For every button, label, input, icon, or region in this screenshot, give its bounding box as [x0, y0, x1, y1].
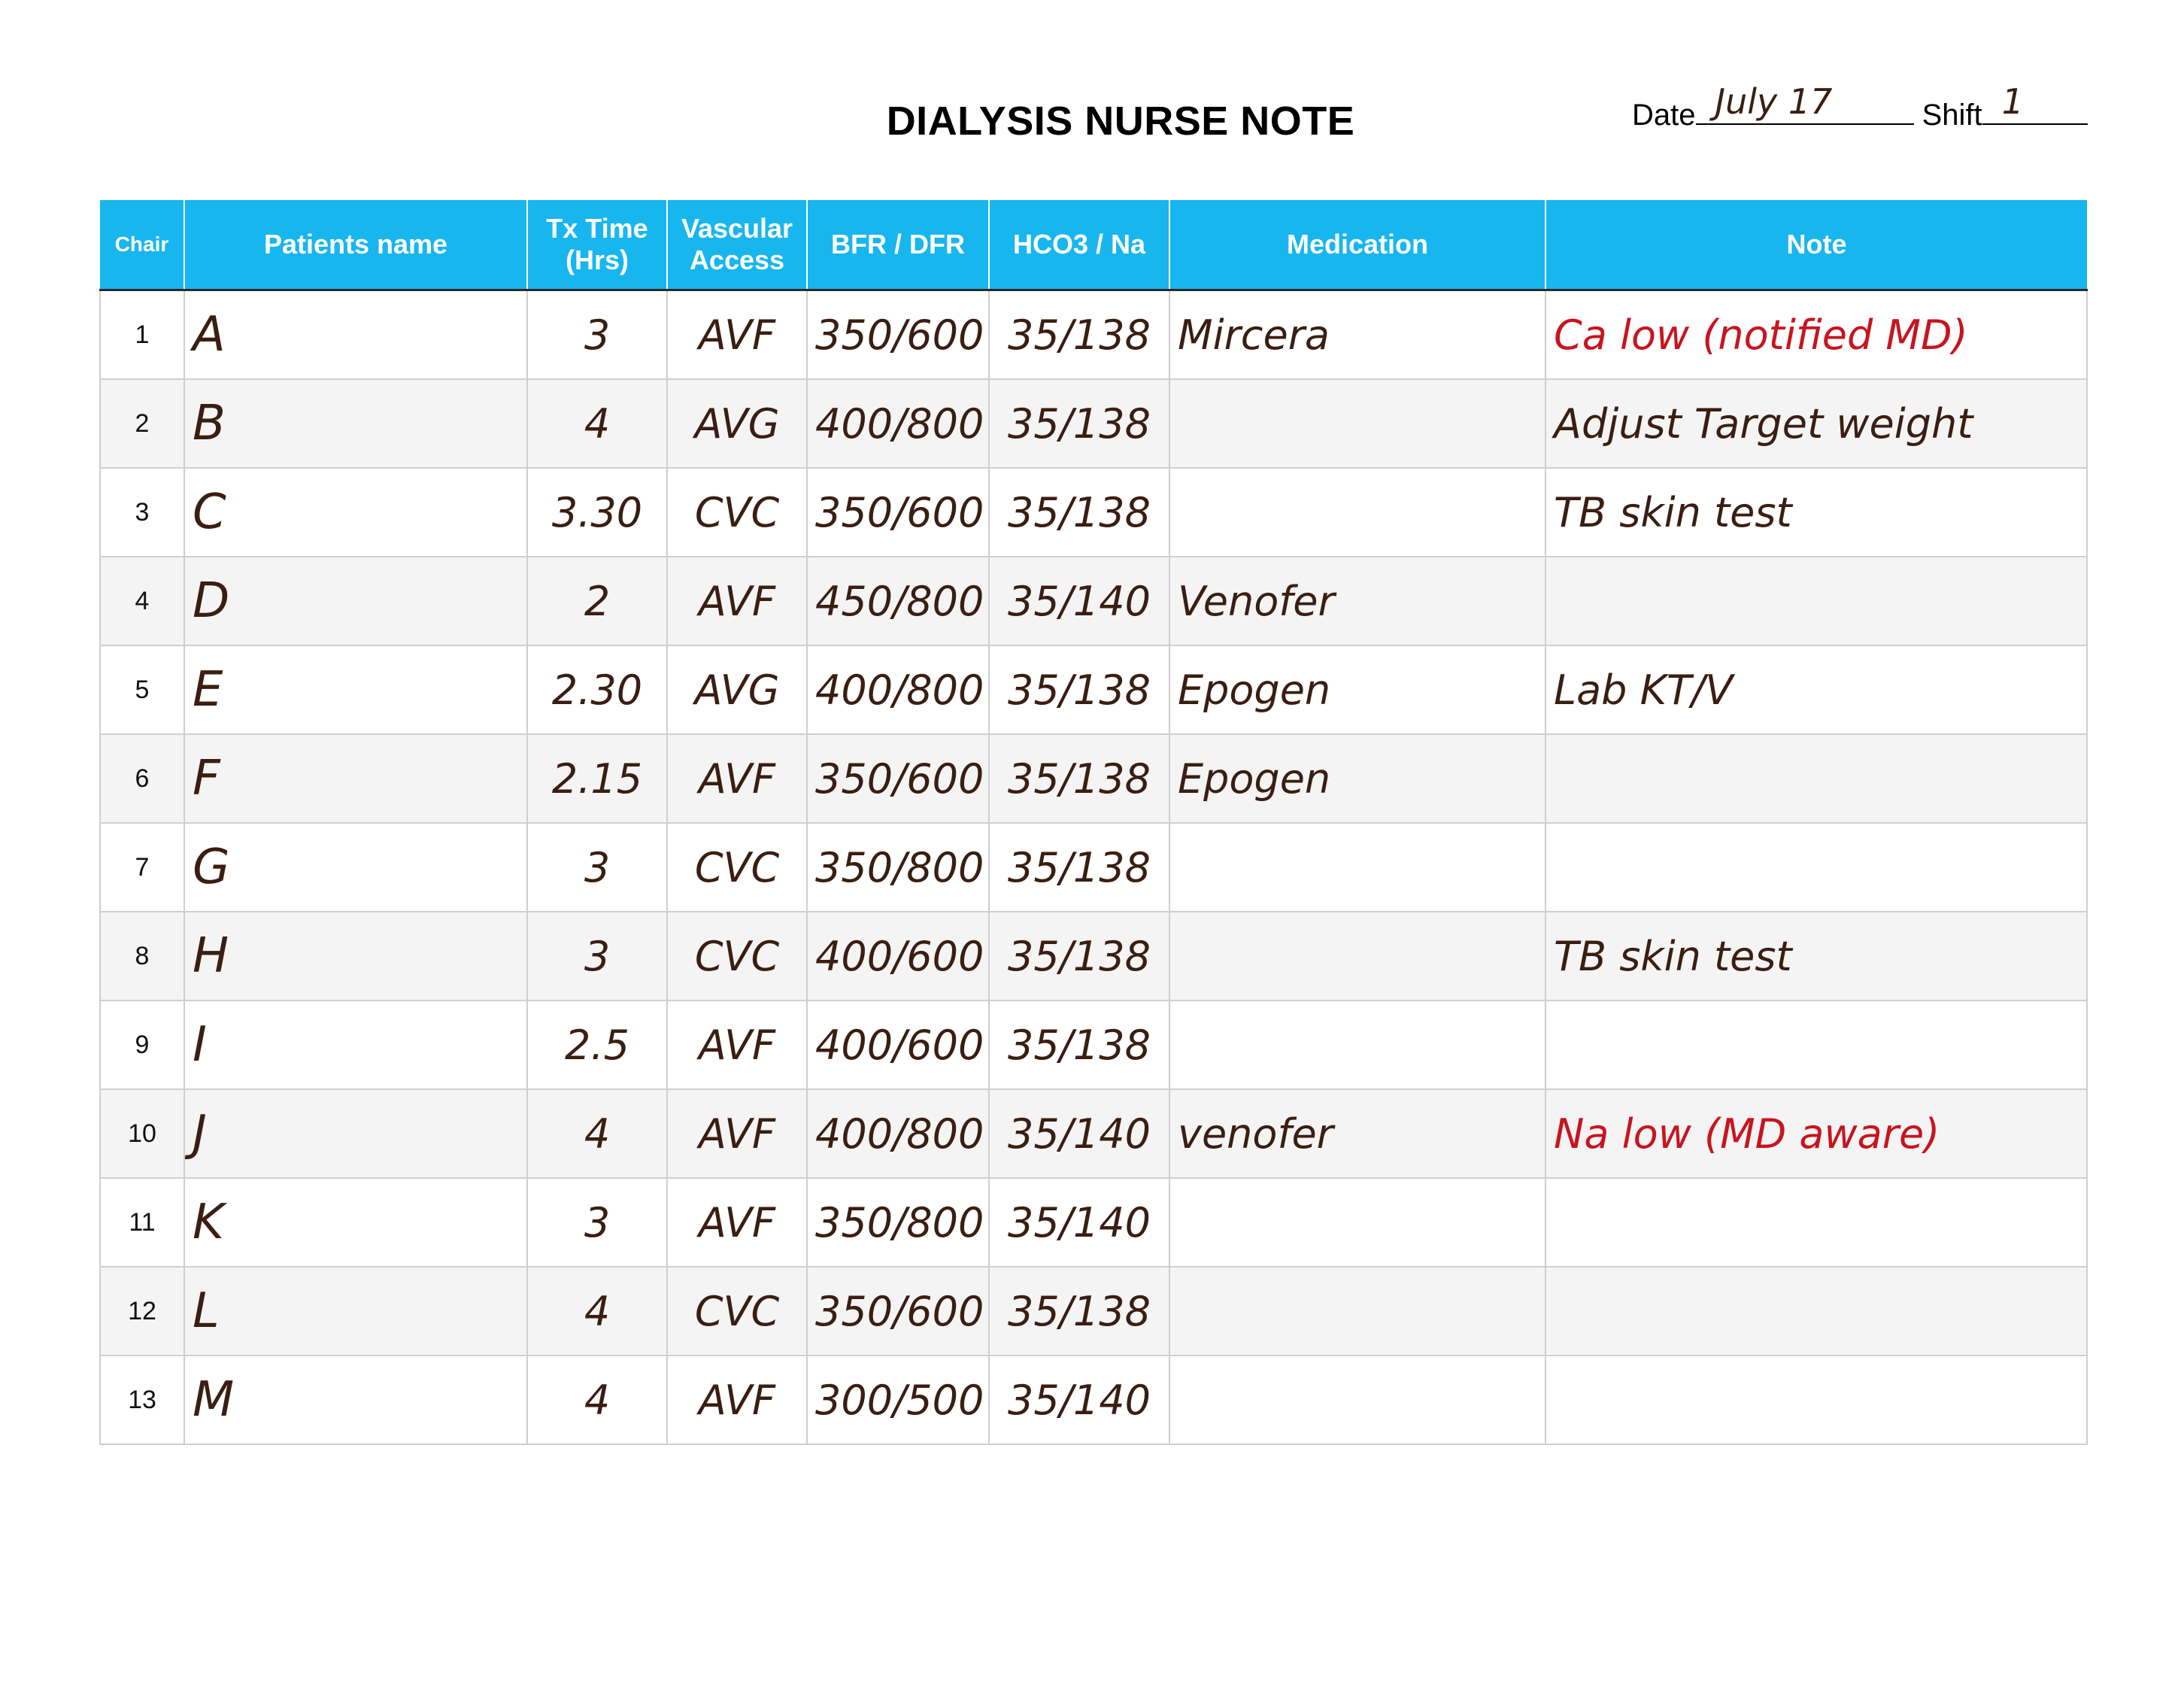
chair-cell[interactable]: 7	[100, 823, 184, 912]
chair-cell[interactable]: 2	[100, 379, 184, 468]
patient-name-cell[interactable]	[184, 1089, 527, 1178]
medication-value: Venofer	[1178, 577, 1335, 625]
col-header-medication: Medication	[1169, 200, 1545, 290]
medication-value: Mircera	[1178, 311, 1330, 359]
tx-time-cell[interactable]	[527, 1356, 667, 1444]
table-row	[100, 645, 2087, 734]
bfr-dfr-value: 400/800	[815, 399, 984, 448]
note-value: Na low (MD aware)	[1554, 1110, 1940, 1158]
chair-cell[interactable]: 5	[100, 645, 184, 734]
hco3-na-value: 35/140	[1008, 1376, 1151, 1424]
vascular-access-cell[interactable]	[667, 912, 807, 1000]
tx-time-value: 2.15	[551, 754, 643, 803]
note-value: TB skin test	[1554, 932, 1792, 980]
date-value: July 17	[1715, 81, 1833, 122]
tx-time-value: 2	[584, 577, 611, 625]
tx-time-cell[interactable]	[527, 1178, 667, 1267]
vascular-access-cell[interactable]	[667, 823, 807, 912]
bfr-dfr-cell[interactable]	[807, 734, 989, 823]
bfr-dfr-value: 350/600	[815, 754, 984, 803]
vascular-access-value: CVC	[694, 932, 780, 980]
chair-cell[interactable]: 9	[100, 1000, 184, 1089]
hco3-na-cell[interactable]	[989, 290, 1169, 380]
hco3-na-value: 35/140	[1008, 577, 1151, 625]
bfr-dfr-cell[interactable]	[807, 1356, 989, 1444]
medication-cell[interactable]	[1169, 734, 1545, 823]
hco3-na-value: 35/138	[1008, 754, 1151, 803]
bfr-dfr-value: 350/600	[815, 311, 984, 359]
medication-cell[interactable]	[1169, 1089, 1545, 1178]
vascular-access-cell[interactable]	[667, 1267, 807, 1356]
col-header-bfr-dfr: BFR / DFR	[807, 200, 989, 290]
patient-name-cell[interactable]	[184, 379, 527, 468]
tx-time-cell[interactable]	[527, 1000, 667, 1089]
chair-cell[interactable]: 12	[100, 1267, 184, 1356]
bfr-dfr-cell[interactable]	[807, 1178, 989, 1267]
dialysis-table	[99, 200, 2088, 1445]
patient-name-value: E	[193, 662, 223, 718]
hco3-na-cell[interactable]	[989, 1178, 1169, 1267]
patient-name-cell[interactable]	[184, 912, 527, 1000]
hco3-na-cell[interactable]	[989, 734, 1169, 823]
medication-cell[interactable]	[1169, 1178, 1545, 1267]
patient-name-cell[interactable]	[184, 557, 527, 645]
hco3-na-value: 35/138	[1008, 932, 1151, 980]
medication-value: venofer	[1178, 1110, 1333, 1158]
patient-name-value: D	[193, 573, 230, 629]
table-row	[100, 912, 2087, 1000]
chair-cell[interactable]: 4	[100, 557, 184, 645]
tx-time-cell[interactable]	[527, 290, 667, 380]
table-row	[100, 557, 2087, 645]
vascular-access-cell[interactable]	[667, 468, 807, 557]
vascular-access-value: AVG	[694, 666, 780, 714]
hco3-na-cell[interactable]	[989, 1356, 1169, 1444]
medication-cell[interactable]	[1169, 645, 1545, 734]
hco3-na-value: 35/138	[1008, 399, 1151, 448]
hco3-na-value: 35/140	[1008, 1198, 1151, 1246]
table-body	[100, 290, 2087, 1445]
tx-time-value: 3.30	[551, 488, 643, 536]
bfr-dfr-cell[interactable]	[807, 468, 989, 557]
tx-time-cell[interactable]	[527, 1267, 667, 1356]
bfr-dfr-cell[interactable]	[807, 912, 989, 1000]
vascular-access-value: AVF	[698, 311, 776, 359]
bfr-dfr-value: 450/800	[815, 577, 984, 625]
col-header-hco3-na: HCO3 / Na	[989, 200, 1169, 290]
patient-name-value: G	[193, 839, 230, 895]
tx-time-value: 3	[584, 311, 611, 359]
bfr-dfr-value: 400/800	[815, 666, 984, 714]
note-cell[interactable]	[1545, 1356, 2087, 1444]
hco3-na-value: 35/138	[1008, 843, 1151, 891]
patient-name-cell[interactable]	[184, 645, 527, 734]
note-cell[interactable]	[1545, 645, 2087, 734]
tx-time-cell[interactable]	[527, 468, 667, 557]
note-cell[interactable]	[1545, 823, 2087, 912]
patient-name-value: H	[193, 928, 229, 984]
shift-value: 1	[2001, 81, 2024, 122]
vascular-access-value: AVF	[698, 1376, 776, 1424]
hco3-na-value: 35/138	[1008, 666, 1151, 714]
vascular-access-cell[interactable]	[667, 1000, 807, 1089]
vascular-access-value: CVC	[694, 843, 780, 891]
medication-cell[interactable]	[1169, 379, 1545, 468]
patient-name-value: C	[193, 484, 226, 540]
vascular-access-cell[interactable]	[667, 557, 807, 645]
vascular-access-cell[interactable]	[667, 379, 807, 468]
vascular-access-cell[interactable]	[667, 734, 807, 823]
medication-cell[interactable]	[1169, 1356, 1545, 1444]
note-cell[interactable]	[1545, 557, 2087, 645]
table-row	[100, 734, 2087, 823]
chair-cell[interactable]: 10	[100, 1089, 184, 1178]
patient-name-value: K	[193, 1195, 224, 1250]
vascular-access-cell[interactable]	[667, 290, 807, 380]
medication-value: Epogen	[1178, 666, 1331, 714]
bfr-dfr-value: 300/500	[815, 1376, 984, 1424]
note-cell[interactable]	[1545, 734, 2087, 823]
patient-name-value: L	[193, 1283, 220, 1339]
tx-time-value: 4	[584, 1287, 611, 1335]
bfr-dfr-cell[interactable]	[807, 1267, 989, 1356]
hco3-na-value: 35/138	[1008, 1021, 1151, 1069]
hco3-na-cell[interactable]	[989, 912, 1169, 1000]
note-cell[interactable]	[1545, 290, 2087, 380]
tx-time-value: 3	[584, 932, 611, 980]
medication-cell[interactable]	[1169, 557, 1545, 645]
chair-cell[interactable]: 3	[100, 468, 184, 557]
note-cell[interactable]	[1545, 1089, 2087, 1178]
vascular-access-value: AVF	[698, 1110, 776, 1158]
page-title: DIALYSIS NURSE NOTE	[886, 99, 1355, 144]
table-row	[100, 468, 2087, 557]
tx-time-cell[interactable]	[527, 823, 667, 912]
tx-time-cell[interactable]	[527, 645, 667, 734]
table-row	[100, 1089, 2087, 1178]
vascular-access-value: AVF	[698, 577, 776, 625]
patient-name-cell[interactable]	[184, 1000, 527, 1089]
hco3-na-value: 35/138	[1008, 488, 1151, 536]
chair-cell[interactable]: 6	[100, 734, 184, 823]
patient-name-value: A	[193, 307, 226, 363]
hco3-na-cell[interactable]	[989, 645, 1169, 734]
table-header-row	[100, 200, 2087, 290]
hco3-na-value: 35/140	[1008, 1110, 1151, 1158]
bfr-dfr-value: 400/600	[815, 1021, 984, 1069]
date-label: Date	[1632, 99, 1696, 132]
table-row	[100, 1178, 2087, 1267]
vascular-access-cell[interactable]	[667, 645, 807, 734]
medication-value: Epogen	[1178, 754, 1331, 803]
note-cell[interactable]	[1545, 1000, 2087, 1089]
note-cell[interactable]	[1545, 379, 2087, 468]
bfr-dfr-cell[interactable]	[807, 1089, 989, 1178]
patient-name-value: B	[193, 396, 226, 451]
tx-time-value: 2.5	[565, 1021, 629, 1069]
hco3-na-cell[interactable]	[989, 1000, 1169, 1089]
tx-time-cell[interactable]	[527, 1089, 667, 1178]
note-value: Ca low (notified MD)	[1554, 311, 1968, 359]
tx-time-value: 4	[584, 1110, 611, 1158]
note-value: Adjust Target weight	[1554, 399, 1973, 448]
date-field[interactable]	[1696, 81, 1914, 125]
patient-name-value: F	[193, 751, 220, 806]
bfr-dfr-cell[interactable]	[807, 290, 989, 380]
vascular-access-value: AVF	[698, 754, 776, 803]
bfr-dfr-cell[interactable]	[807, 379, 989, 468]
bfr-dfr-value: 400/600	[815, 932, 984, 980]
patient-name-value: I	[193, 1017, 207, 1073]
col-header-note: Note	[1545, 200, 2087, 290]
tx-time-cell[interactable]	[527, 557, 667, 645]
vascular-access-cell[interactable]	[667, 1178, 807, 1267]
col-header-chair: Chair	[100, 200, 184, 290]
tx-time-cell[interactable]	[527, 734, 667, 823]
hco3-na-cell[interactable]	[989, 557, 1169, 645]
vascular-access-value: CVC	[694, 1287, 780, 1335]
vascular-access-value: AVF	[698, 1021, 776, 1069]
tx-time-value: 4	[584, 1376, 611, 1424]
tx-time-cell[interactable]	[527, 379, 667, 468]
col-header-tx-time: Tx Time (Hrs)	[527, 200, 667, 290]
medication-cell[interactable]	[1169, 1000, 1545, 1089]
table-row	[100, 1356, 2087, 1444]
note-value: TB skin test	[1554, 488, 1792, 536]
note-value: Lab KT/V	[1554, 666, 1734, 714]
patient-name-cell[interactable]	[184, 468, 527, 557]
hco3-na-cell[interactable]	[989, 1089, 1169, 1178]
note-cell[interactable]	[1545, 912, 2087, 1000]
hco3-na-cell[interactable]	[989, 379, 1169, 468]
table-row	[100, 1267, 2087, 1356]
col-header-patient-name: Patients name	[184, 200, 527, 290]
tx-time-value: 4	[584, 399, 611, 448]
bfr-dfr-value: 350/800	[815, 843, 984, 891]
shift-label: Shift	[1922, 99, 1982, 132]
col-header-vascular-access: Vascular Access	[667, 200, 807, 290]
hco3-na-cell[interactable]	[989, 823, 1169, 912]
vascular-access-cell[interactable]	[667, 1089, 807, 1178]
vascular-access-value: AVG	[694, 399, 780, 448]
chair-cell[interactable]: 11	[100, 1178, 184, 1267]
bfr-dfr-value: 350/600	[815, 488, 984, 536]
tx-time-value: 2.30	[551, 666, 643, 714]
patient-name-cell[interactable]	[184, 734, 527, 823]
medication-cell[interactable]	[1169, 290, 1545, 380]
chair-cell[interactable]: 13	[100, 1356, 184, 1444]
bfr-dfr-cell[interactable]	[807, 557, 989, 645]
bfr-dfr-value: 350/600	[815, 1287, 984, 1335]
chair-cell[interactable]: 1	[100, 290, 184, 380]
bfr-dfr-value: 400/800	[815, 1110, 984, 1158]
note-cell[interactable]	[1545, 1267, 2087, 1356]
patient-name-cell[interactable]	[184, 290, 527, 380]
note-cell[interactable]	[1545, 468, 2087, 557]
bfr-dfr-cell[interactable]	[807, 1000, 989, 1089]
hco3-na-value: 35/138	[1008, 1287, 1151, 1335]
patient-name-value: J	[193, 1106, 207, 1161]
patient-name-cell[interactable]	[184, 1178, 527, 1267]
table-row	[100, 290, 2087, 380]
vascular-access-cell[interactable]	[667, 1356, 807, 1444]
bfr-dfr-value: 350/800	[815, 1198, 984, 1246]
table-row	[100, 823, 2087, 912]
tx-time-value: 3	[584, 843, 611, 891]
hco3-na-value: 35/138	[1008, 311, 1151, 359]
medication-cell[interactable]	[1169, 823, 1545, 912]
chair-cell[interactable]: 8	[100, 912, 184, 1000]
patient-name-value: M	[193, 1372, 235, 1428]
medication-cell[interactable]	[1169, 468, 1545, 557]
vascular-access-value: AVF	[698, 1198, 776, 1246]
shift-field[interactable]	[1982, 81, 2088, 125]
hco3-na-cell[interactable]	[989, 468, 1169, 557]
table-row	[100, 1000, 2087, 1089]
hco3-na-cell[interactable]	[989, 1267, 1169, 1356]
vascular-access-value: CVC	[694, 488, 780, 536]
note-cell[interactable]	[1545, 1178, 2087, 1267]
table-row	[100, 379, 2087, 468]
patient-name-cell[interactable]	[184, 1356, 527, 1444]
medication-cell[interactable]	[1169, 1267, 1545, 1356]
medication-cell[interactable]	[1169, 912, 1545, 1000]
patient-name-cell[interactable]	[184, 823, 527, 912]
patient-name-cell[interactable]	[184, 1267, 527, 1356]
bfr-dfr-cell[interactable]	[807, 823, 989, 912]
date-shift-line	[1632, 81, 2088, 132]
tx-time-cell[interactable]	[527, 912, 667, 1000]
bfr-dfr-cell[interactable]	[807, 645, 989, 734]
tx-time-value: 3	[584, 1198, 611, 1246]
